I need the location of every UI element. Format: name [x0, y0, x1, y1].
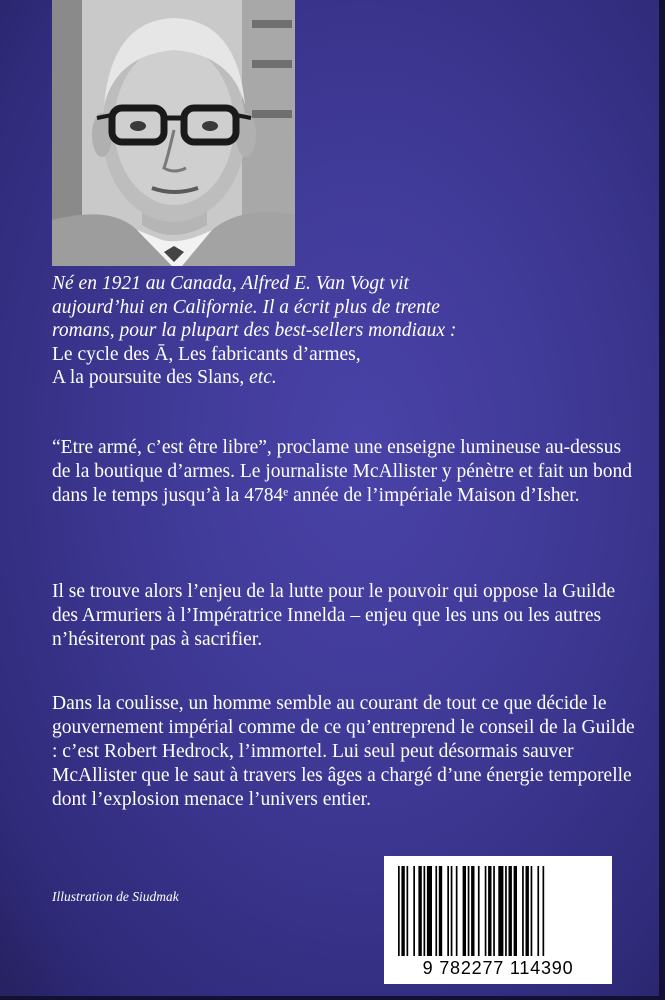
bio-line: romans, pour la plupart des best-sellers mondiaux :: [52, 320, 457, 341]
bio-etc: etc.: [249, 367, 277, 388]
author-photo: [52, 0, 295, 266]
author-portrait-image: [52, 0, 295, 266]
barcode-bar: [468, 866, 470, 956]
synopsis-paragraph-3: Dans la coulisse, un homme semble au courant de tout ce que décide le gouvernement impérial comme de ce qu’entreprend le conseil de la Guilde : c’est Robert Hedrock, l’immortel. Lui seul peut désormais sauver McAllister que le saut à travers les âges a chargé d’une énergie temporelle dont l’explosion menace l’univers entier.: [52, 693, 635, 810]
barcode-bar: [447, 866, 449, 956]
barcode-panel: [384, 856, 612, 984]
bio-line: aujourd’hui en Californie. Il a écrit plus de trente: [52, 296, 440, 318]
barcode-bar: [427, 866, 432, 956]
barcode-bar: [537, 866, 539, 956]
barcode-bar: [398, 866, 400, 956]
bio-title: A la poursuite des Slans,: [52, 367, 245, 388]
barcode-bar: [505, 866, 507, 956]
barcode-bar: [498, 866, 503, 956]
illustration-credit: Illustration de Siudmak: [52, 889, 179, 904]
barcode-image: [396, 866, 600, 956]
barcode-bar: [522, 866, 524, 956]
barcode-bar: [531, 866, 533, 956]
barcode-bar: [485, 866, 487, 956]
barcode-bar: [543, 866, 545, 956]
barcode-bar: [418, 866, 421, 956]
bio-line: Né en 1921 au Canada, Alfred E. Van Vogt vit: [52, 273, 409, 294]
synopsis-paragraph-1: “Etre armé, c’est être libre”, proclame une enseigne lumineuse au-dessus de la boutique d’armes. Le journaliste McAllister y pénètre et fait un bond dans le temps jusqu’à la 4784ᵉ année de l’impériale Maison d’Isher.: [52, 437, 632, 506]
barcode-bar: [439, 866, 442, 956]
barcode-bar: [514, 866, 517, 956]
barcode-bar: [526, 866, 529, 956]
bio-titles-line: Le cycle des Ā, Les fabricants d’armes,: [52, 343, 361, 365]
barcode-bar: [478, 866, 480, 956]
barcode-bar: [424, 866, 426, 956]
barcode-bar: [456, 866, 458, 956]
author-bio: [52, 272, 642, 390]
barcode-bar: [488, 866, 491, 956]
barcode-bar: [471, 866, 474, 956]
barcode-bar: [451, 866, 453, 956]
barcode-bar: [435, 866, 437, 956]
barcode-bar: [413, 866, 415, 956]
bio-titles-line-2: [52, 366, 642, 390]
barcode-bar: [407, 866, 409, 956]
barcode-bar: [493, 866, 495, 956]
isbn-number: 9 782277 114390: [422, 958, 574, 978]
barcode-bar: [509, 866, 512, 956]
barcode-bar: [401, 866, 404, 956]
barcode-bar: [463, 866, 466, 956]
synopsis-paragraph-2: Il se trouve alors l’enjeu de la lutte pour le pouvoir qui oppose la Guilde des Armuriers à l’Impératrice Innelda – enjeu que les uns ou les autres n’hésiteront pas à sacrifier.: [52, 581, 616, 650]
